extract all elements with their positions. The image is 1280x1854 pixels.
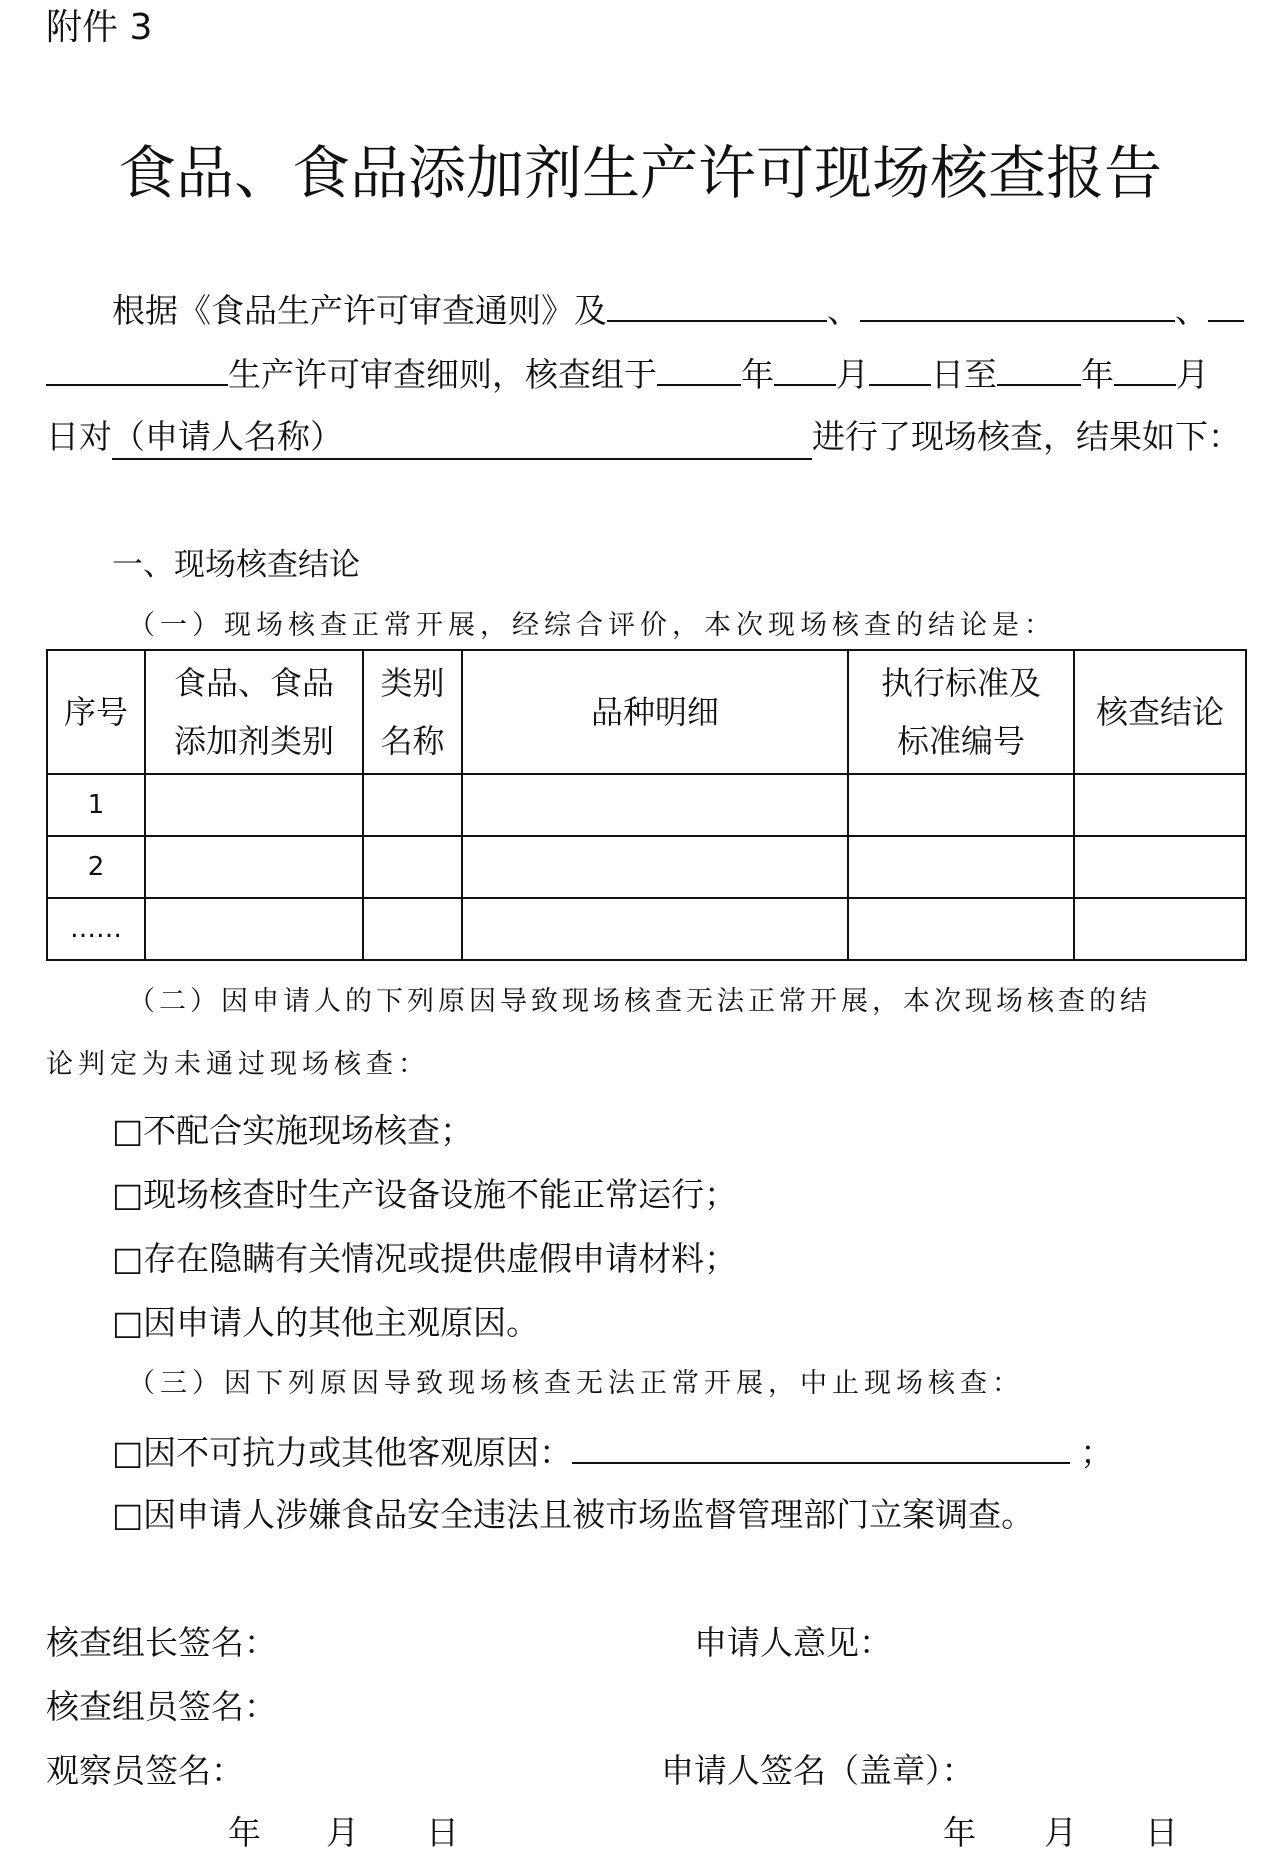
- attachment-label: 附件 3: [46, 7, 153, 48]
- month-label: 月: [836, 355, 869, 394]
- col-header-category: 食品、食品 添加剂类别: [145, 650, 363, 774]
- section-1-sub-3-heading: （三）因下列原因导致现场核查无法正常开展，中止现场核查：: [128, 1368, 1024, 1399]
- checkbox-item-uncooperative[interactable]: □不配合实施现场核查；: [112, 1111, 474, 1150]
- table-cell[interactable]: [1074, 836, 1246, 898]
- table-cell[interactable]: [363, 774, 462, 836]
- left-date-month: 月: [326, 1813, 359, 1852]
- table-cell[interactable]: [1074, 774, 1246, 836]
- end-year-blank[interactable]: [997, 352, 1081, 386]
- applicant-signature-label: 申请人签名（盖章）：: [661, 1751, 975, 1790]
- intro-line-2: [46, 352, 1209, 396]
- intro-suffix: 进行了现场核查，结果如下：: [812, 417, 1241, 456]
- table-cell[interactable]: [363, 836, 462, 898]
- table-cell[interactable]: [462, 774, 848, 836]
- table-cell[interactable]: [848, 898, 1074, 960]
- table-cell[interactable]: [145, 836, 363, 898]
- intro-line-3: [46, 416, 1241, 460]
- member-signature-label: 核查组员签名：: [46, 1687, 277, 1726]
- col-header-index: 序号: [47, 650, 145, 774]
- year-label: 年: [741, 355, 774, 394]
- table-cell[interactable]: [1074, 898, 1246, 960]
- start-year-blank[interactable]: [657, 352, 741, 386]
- left-date-year: 年: [228, 1813, 261, 1852]
- table-row: [47, 898, 1246, 960]
- verification-table: [46, 649, 1247, 961]
- intro-day-prefix: 日对: [46, 417, 112, 456]
- table-row: [47, 774, 1246, 836]
- start-month-blank[interactable]: [774, 352, 836, 386]
- leader-signature-label: 核查组长签名：: [46, 1623, 277, 1662]
- intro-line-1: [112, 288, 1244, 332]
- section-1-sub-2-line-2: 论判定为未通过现场核查：: [46, 1049, 430, 1080]
- day-to-label: 日至: [931, 355, 997, 394]
- separator: 、: [827, 291, 860, 330]
- table-cell[interactable]: [848, 836, 1074, 898]
- table-cell[interactable]: [462, 898, 848, 960]
- section-1-sub-2-line-1: （二）因申请人的下列原因导致现场核查无法正常开展，本次现场核查的结: [128, 986, 1151, 1017]
- applicant-opinion-label: 申请人意见：: [694, 1623, 892, 1662]
- force-majeure-label: □因不可抗力或其他客观原因：: [112, 1433, 573, 1472]
- applicant-name-field[interactable]: [112, 416, 812, 460]
- table-cell[interactable]: [145, 774, 363, 836]
- start-day-blank[interactable]: [869, 352, 931, 386]
- end-month-blank[interactable]: [1114, 352, 1176, 386]
- col-header-standard: 执行标准及 标准编号: [848, 650, 1074, 774]
- intro-mid: 生产许可审查细则，核查组于: [228, 355, 657, 394]
- row-index: 1: [47, 774, 145, 836]
- checkbox-item-force-majeure[interactable]: [112, 1430, 1113, 1474]
- section-1-sub-1: （一）现场核查正常开展，经综合评价，本次现场核查的结论是：: [128, 610, 1056, 641]
- table-cell[interactable]: [363, 898, 462, 960]
- row-index: 2: [47, 836, 145, 898]
- standard-blank-2[interactable]: [860, 288, 1175, 322]
- col-header-variety-detail: 品种明细: [462, 650, 848, 774]
- table-cell[interactable]: [145, 898, 363, 960]
- intro-prefix: 根据《食品生产许可审查通则》及: [112, 291, 607, 330]
- right-date-month: 月: [1044, 1813, 1077, 1852]
- table-row: [47, 836, 1246, 898]
- checkbox-item-equipment[interactable]: □现场核查时生产设备设施不能正常运行；: [112, 1175, 738, 1214]
- month-label: 月: [1176, 355, 1209, 394]
- page-title: 食品、食品添加剂生产许可现场核查报告: [117, 139, 1162, 207]
- standard-blank-3[interactable]: [1208, 288, 1244, 322]
- checkbox-item-other-subjective[interactable]: □因申请人的其他主观原因。: [112, 1303, 540, 1342]
- col-header-category-name: 类别 名称: [363, 650, 462, 774]
- item-end-punct: ；: [1080, 1433, 1114, 1472]
- section-1-heading: 一、现场核查结论: [112, 547, 360, 583]
- rule-blank[interactable]: [46, 352, 228, 386]
- right-date-year: 年: [943, 1813, 976, 1852]
- year-label: 年: [1081, 355, 1114, 394]
- separator: 、: [1175, 291, 1208, 330]
- table-cell[interactable]: [848, 774, 1074, 836]
- left-date-day: 日: [426, 1813, 459, 1852]
- observer-signature-label: 观察员签名：: [46, 1751, 244, 1790]
- col-header-conclusion: 核查结论: [1074, 650, 1246, 774]
- checkbox-item-investigation[interactable]: □因申请人涉嫌食品安全违法且被市场监督管理部门立案调查。: [112, 1495, 1035, 1534]
- table-cell[interactable]: [462, 836, 848, 898]
- applicant-placeholder: （申请人名称）: [112, 417, 343, 456]
- standard-blank-1[interactable]: [607, 288, 827, 322]
- force-majeure-reason-blank[interactable]: [572, 1430, 1070, 1464]
- checkbox-item-false-materials[interactable]: □存在隐瞒有关情况或提供虚假申请材料；: [112, 1239, 738, 1278]
- right-date-day: 日: [1145, 1813, 1178, 1852]
- row-index: ……: [47, 898, 145, 960]
